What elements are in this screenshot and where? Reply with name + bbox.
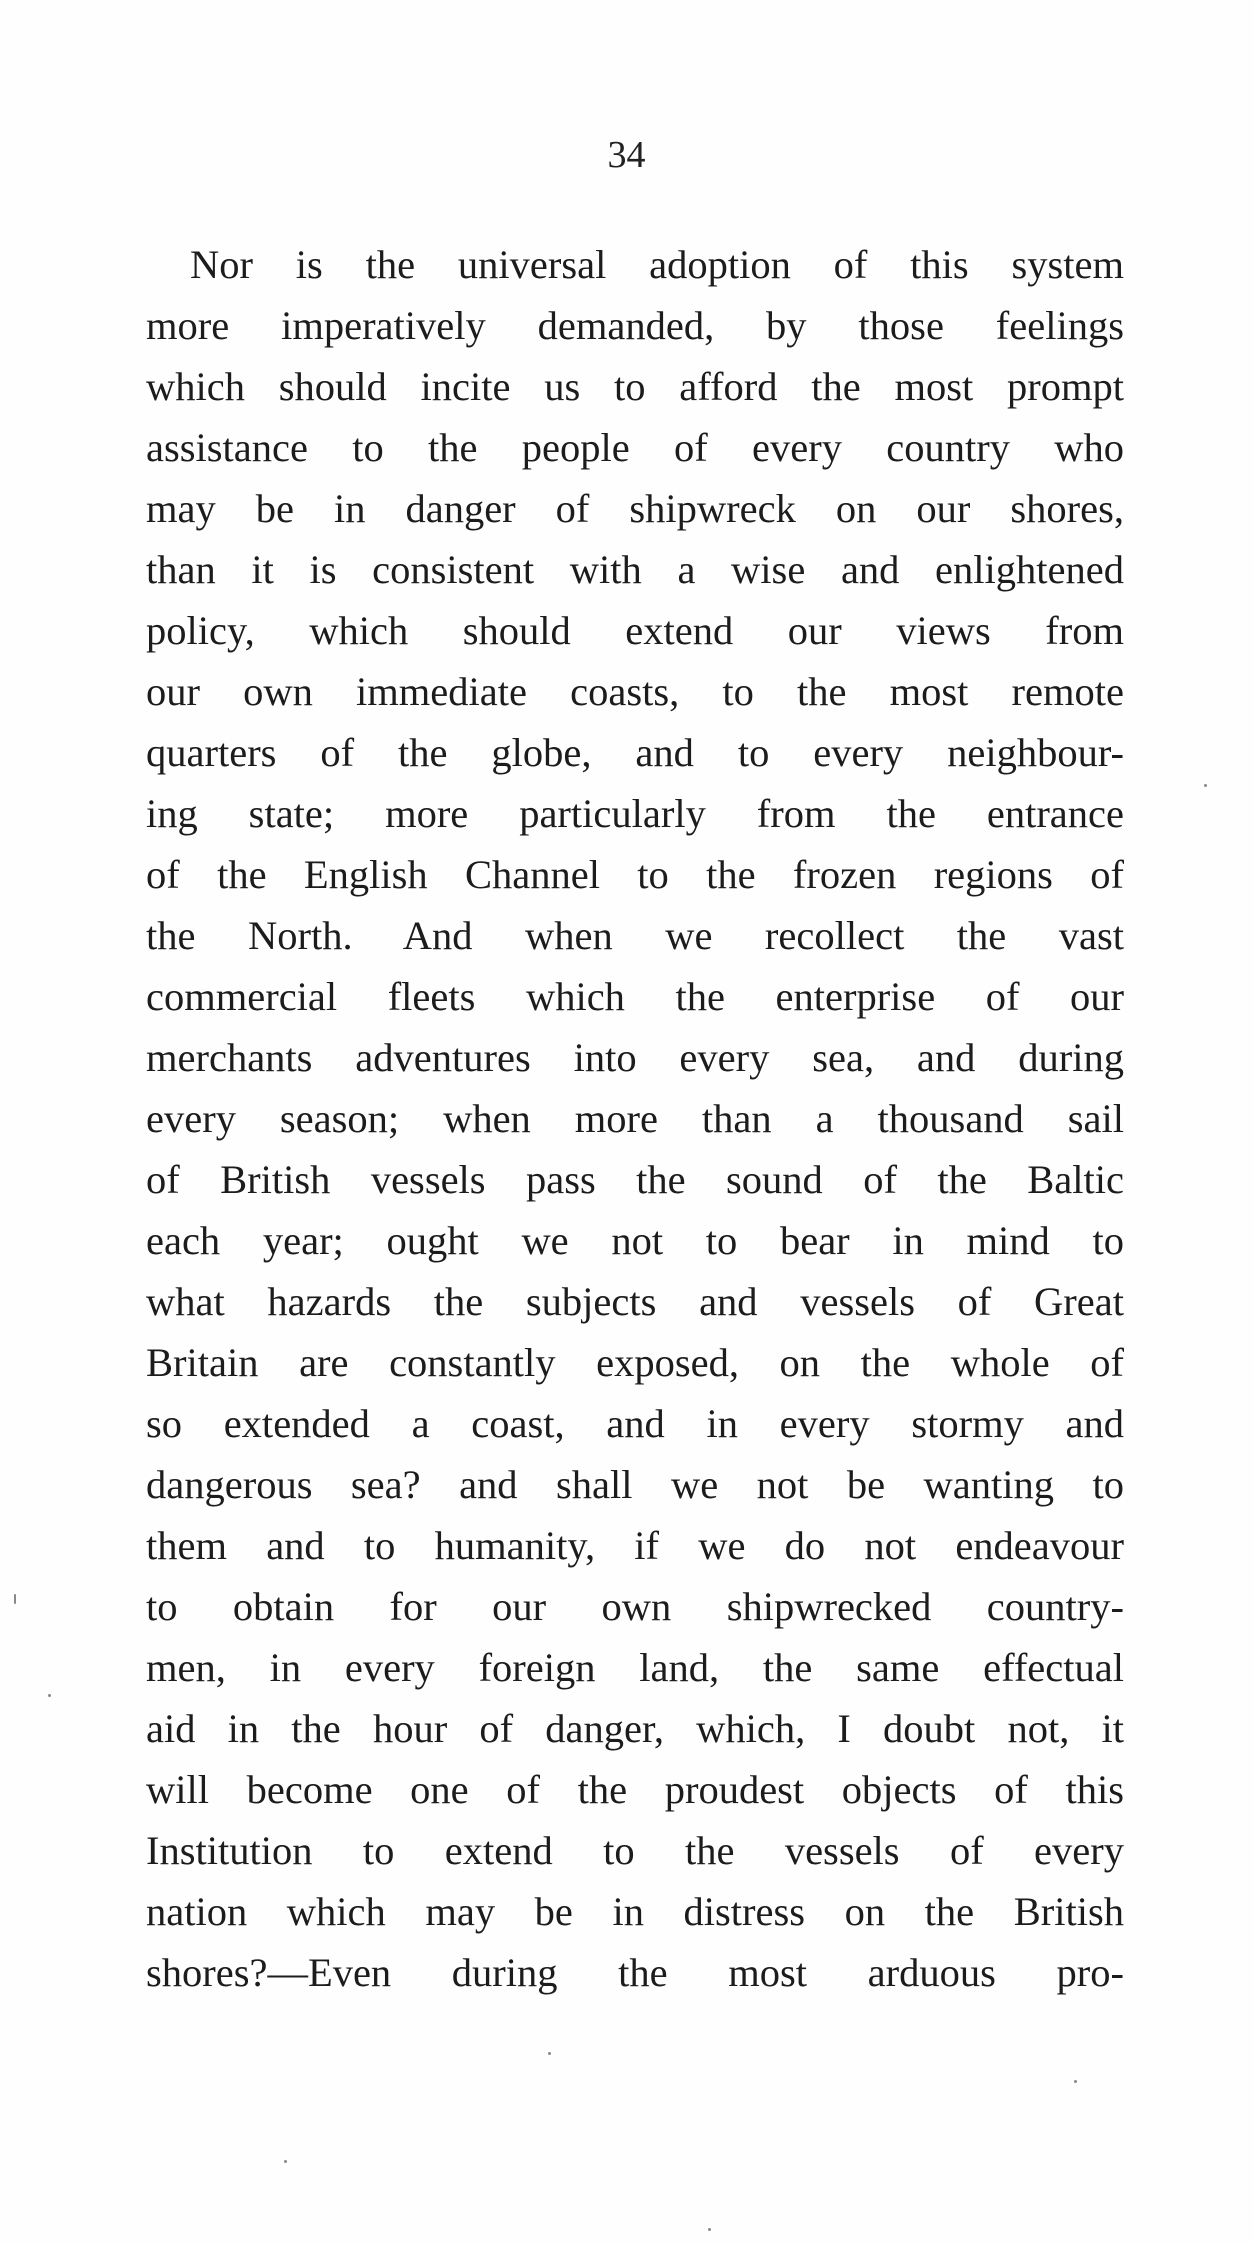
text-line: assistance to the people of every country who	[146, 425, 1124, 470]
text-line: to obtain for our own shipwrecked country-	[146, 1584, 1124, 1629]
text-line: shores?—Even during the most arduous pro-	[146, 1950, 1124, 1995]
text-line: Nor is the universal adoption of this system	[190, 242, 1124, 287]
text-line: ing state; more particularly from the entrance	[146, 791, 1124, 836]
text-line: than it is consistent with a wise and enlightened	[146, 547, 1124, 592]
text-line: will become one of the proudest objects of this	[146, 1767, 1124, 1812]
print-speck	[708, 2228, 711, 2231]
print-speck	[1074, 2080, 1077, 2083]
text-line: may be in danger of shipwreck on our shores,	[146, 486, 1124, 531]
text-line: more imperatively demanded, by those feelings	[146, 303, 1124, 348]
text-line: policy, which should extend our views from	[146, 608, 1124, 653]
text-line: aid in the hour of danger, which, I doubt not, it	[146, 1706, 1124, 1751]
text-line: of the English Channel to the frozen regions of	[146, 852, 1124, 897]
text-line: merchants adventures into every sea, and during	[146, 1035, 1124, 1080]
print-speck	[284, 2160, 287, 2163]
print-speck	[14, 1594, 16, 1604]
text-line: Institution to extend to the vessels of every	[146, 1828, 1124, 1873]
text-line: what hazards the subjects and vessels of Great	[146, 1279, 1124, 1324]
text-line: so extended a coast, and in every stormy and	[146, 1401, 1124, 1446]
print-speck	[1204, 784, 1207, 787]
text-line: each year; ought we not to bear in mind to	[146, 1218, 1124, 1263]
text-line: them and to humanity, if we do not endeavour	[146, 1523, 1124, 1568]
text-line: which should incite us to afford the most prompt	[146, 364, 1124, 409]
text-line: every season; when more than a thousand sail	[146, 1096, 1124, 1141]
print-speck	[48, 1694, 51, 1697]
page-number: 34	[607, 134, 646, 176]
text-line: quarters of the globe, and to every neighbour-	[146, 730, 1124, 775]
text-line: of British vessels pass the sound of the Baltic	[146, 1157, 1124, 1202]
text-line: the North. And when we recollect the vast	[146, 913, 1124, 958]
text-line: dangerous sea? and shall we not be wanting to	[146, 1462, 1124, 1507]
print-speck	[548, 2052, 551, 2055]
text-line: our own immediate coasts, to the most remote	[146, 669, 1124, 714]
text-line: men, in every foreign land, the same effectual	[146, 1645, 1124, 1690]
body-paragraph	[146, 234, 1124, 2003]
text-line: commercial fleets which the enterprise of our	[146, 974, 1124, 1019]
text-line: Britain are constantly exposed, on the whole of	[146, 1340, 1124, 1385]
text-line: nation which may be in distress on the British	[146, 1889, 1124, 1934]
